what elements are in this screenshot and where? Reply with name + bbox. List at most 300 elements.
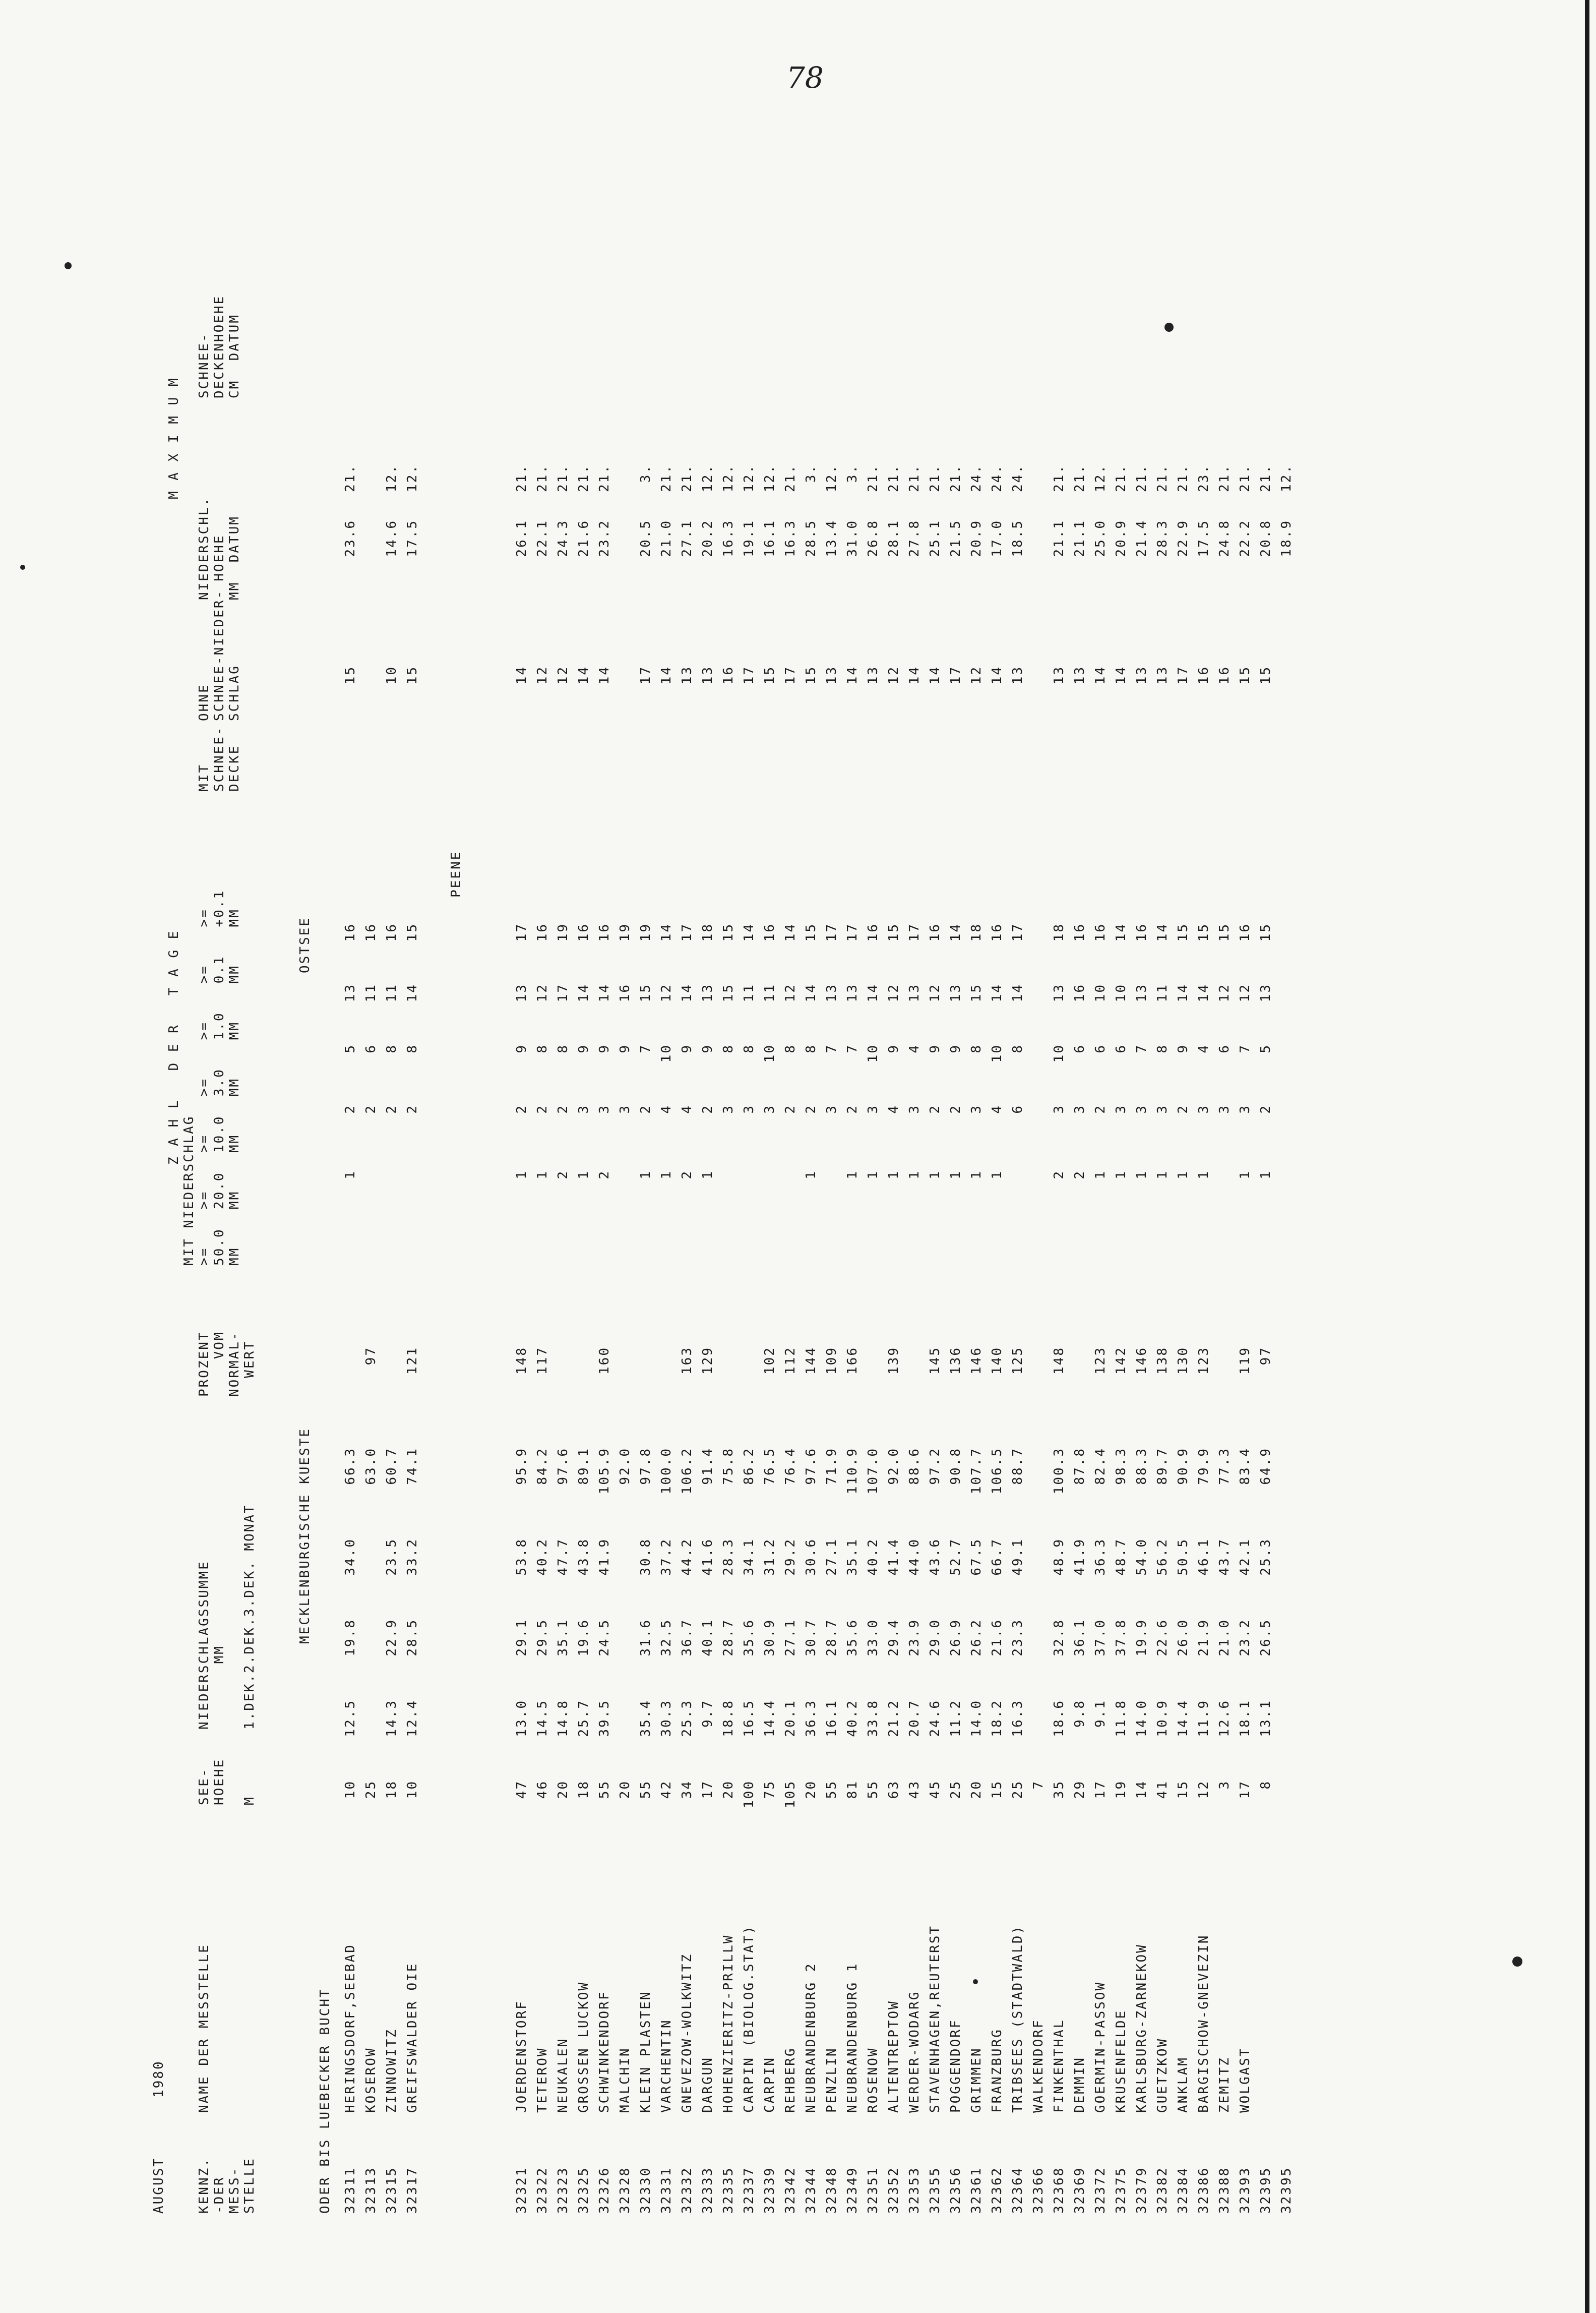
cell-ge3: 5 bbox=[1258, 1044, 1273, 1053]
cell-ge10: 3 bbox=[721, 1104, 736, 1114]
cell-pct: 121 bbox=[405, 1346, 420, 1375]
cell-max-mm: 18.9 bbox=[1279, 519, 1294, 557]
cell-nosnow: 14 bbox=[907, 666, 922, 685]
cell-ge01: 16 bbox=[363, 923, 379, 942]
cell-ge01: 16 bbox=[1134, 923, 1149, 942]
cell-ge01: 15 bbox=[1176, 923, 1191, 942]
cell-month: 107.0 bbox=[866, 1447, 881, 1495]
cell-d1: 13.0 bbox=[514, 1699, 529, 1737]
cell-elev: 55 bbox=[597, 1780, 612, 1799]
cell-max-mm: 22.2 bbox=[1238, 519, 1253, 557]
cell-nosnow: 15 bbox=[762, 666, 777, 685]
cell-name: ZEMITZ bbox=[1217, 2056, 1232, 2113]
cell-d1: 25.3 bbox=[680, 1699, 695, 1737]
cell-nosnow: 12 bbox=[969, 666, 984, 685]
cell-max-date: 12. bbox=[1093, 464, 1108, 492]
cell-elev: 20 bbox=[804, 1780, 819, 1799]
cell-nosnow: 15 bbox=[1258, 666, 1273, 685]
cell-name: GNEVEZOW-WOLKWITZ bbox=[680, 1952, 695, 2113]
cell-ge20: 1 bbox=[1238, 1170, 1253, 1179]
cell-max-mm: 20.9 bbox=[969, 519, 984, 557]
cell-ge20: 2 bbox=[556, 1170, 571, 1179]
cell-elev: 34 bbox=[680, 1780, 695, 1799]
cell-d3: 30.8 bbox=[638, 1538, 653, 1576]
cell-d1: 11.8 bbox=[1114, 1699, 1129, 1737]
cell-d3: 43.6 bbox=[928, 1538, 943, 1576]
cell-ge3: 9 bbox=[928, 1044, 943, 1053]
cell-max-mm: 27.1 bbox=[680, 519, 695, 557]
cell-pct: 142 bbox=[1114, 1346, 1129, 1375]
cell-ge10: 2 bbox=[535, 1104, 550, 1114]
cell-ge3: 8 bbox=[535, 1044, 550, 1053]
cell-ge20: 1 bbox=[866, 1170, 881, 1179]
cell-ge01: 14 bbox=[742, 923, 757, 942]
cell-nosnow: 14 bbox=[845, 666, 860, 685]
cell-d2: 29.1 bbox=[514, 1619, 529, 1656]
cell-d1: 14.0 bbox=[969, 1699, 984, 1737]
cell-max-date: 21. bbox=[597, 464, 612, 492]
cell-month: 76.5 bbox=[762, 1447, 777, 1485]
cell-month: 100.0 bbox=[659, 1447, 674, 1495]
cell-max-mm: 17.0 bbox=[990, 519, 1005, 557]
cell-elev: 45 bbox=[928, 1780, 943, 1799]
cell-d2: 19.6 bbox=[576, 1619, 591, 1656]
cell-elev: 19 bbox=[1114, 1780, 1129, 1799]
cell-d3: 30.6 bbox=[804, 1538, 819, 1576]
cell-max-date: 21. bbox=[556, 464, 571, 492]
cell-ge1: 12 bbox=[535, 983, 550, 1002]
cell-month: 77.3 bbox=[1217, 1447, 1232, 1485]
cell-nosnow: 14 bbox=[1114, 666, 1129, 685]
cell-id: 32311 bbox=[343, 2166, 358, 2214]
cell-ge01: 14 bbox=[948, 923, 963, 942]
cell-max-mm: 18.5 bbox=[1010, 519, 1025, 557]
cell-max-date: 21. bbox=[1258, 464, 1273, 492]
cell-month: 74.1 bbox=[405, 1447, 420, 1485]
cell-elev: 43 bbox=[907, 1780, 922, 1799]
cell-max-mm: 21.0 bbox=[659, 519, 674, 557]
cell-ge3: 10 bbox=[990, 1044, 1005, 1063]
cell-ge1: 13 bbox=[1134, 983, 1149, 1002]
cell-id: 32355 bbox=[928, 2166, 943, 2214]
cell-month: 90.9 bbox=[1176, 1447, 1191, 1485]
cell-elev: 10 bbox=[405, 1780, 420, 1799]
section-water: PEENE bbox=[449, 850, 464, 898]
cell-d1: 12.6 bbox=[1217, 1699, 1232, 1737]
cell-d3: 66.7 bbox=[990, 1538, 1005, 1576]
rotated-table-sheet bbox=[151, 197, 1462, 2214]
cell-nosnow: 17 bbox=[783, 666, 798, 685]
cell-ge20: 2 bbox=[597, 1170, 612, 1179]
cell-nosnow: 13 bbox=[1155, 666, 1170, 685]
cell-id: 32369 bbox=[1072, 2166, 1087, 2214]
cell-elev: 7 bbox=[1031, 1780, 1046, 1790]
cell-ge1: 11 bbox=[1155, 983, 1170, 1002]
cell-max-mm: 21.1 bbox=[1072, 519, 1087, 557]
col-header-max-niederschlag: NIEDERSCHL. HOEHE MM DATUM bbox=[197, 496, 242, 600]
cell-ge3: 10 bbox=[866, 1044, 881, 1063]
col-header-mit-niederschlag: MIT NIEDERSCHLAG bbox=[181, 1115, 197, 1266]
cell-ge1: 13 bbox=[824, 983, 839, 1002]
cell-pct: 112 bbox=[783, 1346, 798, 1375]
cell-ge20: 1 bbox=[804, 1170, 819, 1179]
cell-max-mm: 22.1 bbox=[535, 519, 550, 557]
cell-ge10: 2 bbox=[804, 1104, 819, 1114]
cell-ge1: 15 bbox=[638, 983, 653, 1002]
cell-elev: 25 bbox=[1010, 1780, 1025, 1799]
cell-max-mm: 16.3 bbox=[783, 519, 798, 557]
cell-name: ANKLAM bbox=[1176, 2056, 1191, 2113]
cell-ge3: 7 bbox=[1238, 1044, 1253, 1053]
cell-name: WERDER-WODARG bbox=[907, 1990, 922, 2113]
cell-nosnow: 16 bbox=[1196, 666, 1211, 685]
cell-id: 32339 bbox=[762, 2166, 777, 2214]
cell-elev: 10 bbox=[343, 1780, 358, 1799]
cell-pct: 140 bbox=[990, 1346, 1005, 1375]
cell-max-mm: 21.6 bbox=[576, 519, 591, 557]
cell-elev: 55 bbox=[866, 1780, 881, 1799]
cell-ge1: 15 bbox=[969, 983, 984, 1002]
cell-d3: 34.0 bbox=[343, 1538, 358, 1576]
cell-max-date: 24. bbox=[990, 464, 1005, 492]
cell-max-mm: 24.8 bbox=[1217, 519, 1232, 557]
cell-d3: 42.1 bbox=[1238, 1538, 1253, 1576]
cell-ge01: 16 bbox=[1072, 923, 1087, 942]
cell-pct: 148 bbox=[1052, 1346, 1067, 1375]
cell-ge1: 14 bbox=[1196, 983, 1211, 1002]
cell-id: 32315 bbox=[384, 2166, 399, 2214]
cell-d3: 47.7 bbox=[556, 1538, 571, 1576]
cell-d2: 36.7 bbox=[680, 1619, 695, 1656]
cell-max-date: 24. bbox=[969, 464, 984, 492]
cell-ge01: 16 bbox=[1093, 923, 1108, 942]
cell-max-mm: 19.1 bbox=[742, 519, 757, 557]
cell-d1: 16.5 bbox=[742, 1699, 757, 1737]
cell-name: KRUSENFELDE bbox=[1114, 2009, 1129, 2113]
cell-ge01: 16 bbox=[535, 923, 550, 942]
cell-ge10: 3 bbox=[866, 1104, 881, 1114]
cell-name: STAVENHAGEN,REUTERST bbox=[928, 1924, 943, 2113]
cell-d3: 37.2 bbox=[659, 1538, 674, 1576]
cell-d2: 21.6 bbox=[990, 1619, 1005, 1656]
cell-ge01: 16 bbox=[384, 923, 399, 942]
cell-ge10: 3 bbox=[969, 1104, 984, 1114]
cell-elev: 55 bbox=[638, 1780, 653, 1799]
cell-d3: 27.1 bbox=[824, 1538, 839, 1576]
cell-month: 71.9 bbox=[824, 1447, 839, 1485]
cell-ge3: 7 bbox=[824, 1044, 839, 1053]
cell-ge20: 1 bbox=[1155, 1170, 1170, 1179]
cell-ge01: 18 bbox=[700, 923, 715, 942]
cell-max-mm: 17.5 bbox=[1196, 519, 1211, 557]
cell-ge20: 1 bbox=[907, 1170, 922, 1179]
cell-id: 32323 bbox=[556, 2166, 571, 2214]
cell-name: KLEIN PLASTEN bbox=[638, 1990, 653, 2113]
cell-d3: 43.7 bbox=[1217, 1538, 1232, 1576]
cell-ge01: 16 bbox=[866, 923, 881, 942]
cell-nosnow: 16 bbox=[721, 666, 736, 685]
cell-month: 107.7 bbox=[969, 1447, 984, 1495]
cell-ge1: 12 bbox=[659, 983, 674, 1002]
cell-name: WALKENDORF bbox=[1031, 2019, 1046, 2113]
cell-d3: 49.1 bbox=[1010, 1538, 1025, 1576]
cell-nosnow: 15 bbox=[1238, 666, 1253, 685]
cell-id: 32337 bbox=[742, 2166, 757, 2214]
cell-ge10: 3 bbox=[576, 1104, 591, 1114]
cell-ge1: 11 bbox=[742, 983, 757, 1002]
cell-elev: 12 bbox=[1196, 1780, 1211, 1799]
cell-d2: 29.4 bbox=[886, 1619, 901, 1656]
cell-month: 105.9 bbox=[597, 1447, 612, 1495]
cell-max-mm: 16.3 bbox=[721, 519, 736, 557]
cell-ge3: 10 bbox=[659, 1044, 674, 1063]
cell-id: 32331 bbox=[659, 2166, 674, 2214]
cell-ge20: 1 bbox=[1134, 1170, 1149, 1179]
cell-elev: 15 bbox=[1176, 1780, 1191, 1799]
cell-ge3: 9 bbox=[700, 1044, 715, 1053]
cell-ge01: 17 bbox=[514, 923, 529, 942]
cell-ge20: 2 bbox=[1072, 1170, 1087, 1179]
cell-ge01: 16 bbox=[343, 923, 358, 942]
cell-d2: 19.8 bbox=[343, 1619, 358, 1656]
cell-d1: 14.4 bbox=[1176, 1699, 1191, 1737]
cell-name: NEUKALEN bbox=[556, 2037, 571, 2113]
cell-nosnow: 10 bbox=[384, 666, 399, 685]
cell-d1: 33.8 bbox=[866, 1699, 881, 1737]
cell-max-mm: 23.2 bbox=[597, 519, 612, 557]
cell-ge3: 6 bbox=[1072, 1044, 1087, 1053]
cell-ge1: 16 bbox=[618, 983, 633, 1002]
cell-ge10: 2 bbox=[928, 1104, 943, 1114]
cell-elev: 20 bbox=[556, 1780, 571, 1799]
cell-nosnow: 13 bbox=[700, 666, 715, 685]
cell-name: DEMMIN bbox=[1072, 2056, 1087, 2113]
cell-ge1: 12 bbox=[1238, 983, 1253, 1002]
cell-ge3: 9 bbox=[618, 1044, 633, 1053]
cell-ge10: 4 bbox=[680, 1104, 695, 1114]
cell-d1: 12.4 bbox=[405, 1699, 420, 1737]
cell-d2: 22.9 bbox=[384, 1619, 399, 1656]
cell-id: 32344 bbox=[804, 2166, 819, 2214]
cell-d1: 18.8 bbox=[721, 1699, 736, 1737]
cell-elev: 17 bbox=[1238, 1780, 1253, 1799]
cell-name: ZINNOWITZ bbox=[384, 2028, 399, 2113]
cell-ge01: 14 bbox=[1155, 923, 1170, 942]
cell-d2: 32.8 bbox=[1052, 1619, 1067, 1656]
cell-ge01: 15 bbox=[804, 923, 819, 942]
cell-d3: 40.2 bbox=[866, 1538, 881, 1576]
cell-id: 32368 bbox=[1052, 2166, 1067, 2214]
cell-name: GROSSEN LUCKOW bbox=[576, 1981, 591, 2113]
cell-name: FINKENTHAL bbox=[1052, 2019, 1067, 2113]
cell-ge10: 3 bbox=[1238, 1104, 1253, 1114]
cell-elev: 14 bbox=[1134, 1780, 1149, 1799]
cell-nosnow: 17 bbox=[742, 666, 757, 685]
cell-ge1: 13 bbox=[700, 983, 715, 1002]
cell-id: 32393 bbox=[1238, 2166, 1253, 2214]
cell-elev: 55 bbox=[824, 1780, 839, 1799]
cell-ge10: 2 bbox=[384, 1104, 399, 1114]
cell-elev: 63 bbox=[886, 1780, 901, 1799]
cell-nosnow: 15 bbox=[804, 666, 819, 685]
cell-max-date: 3. bbox=[638, 464, 653, 483]
cell-month: 98.3 bbox=[1114, 1447, 1129, 1485]
cell-ge3: 9 bbox=[886, 1044, 901, 1053]
cell-month: 83.4 bbox=[1238, 1447, 1253, 1485]
cell-id: 32352 bbox=[886, 2166, 901, 2214]
cell-ge1: 13 bbox=[1052, 983, 1067, 1002]
cell-d1: 16.3 bbox=[1010, 1699, 1025, 1737]
cell-ge20: 1 bbox=[928, 1170, 943, 1179]
cell-month: 86.2 bbox=[742, 1447, 757, 1485]
cell-d2: 31.6 bbox=[638, 1619, 653, 1656]
cell-ge1: 12 bbox=[928, 983, 943, 1002]
cell-d2: 29.5 bbox=[535, 1619, 550, 1656]
cell-ge20: 1 bbox=[638, 1170, 653, 1179]
cell-d1: 11.9 bbox=[1196, 1699, 1211, 1737]
cell-month: 106.2 bbox=[680, 1447, 695, 1495]
cell-d2: 32.5 bbox=[659, 1619, 674, 1656]
cell-ge1: 14 bbox=[576, 983, 591, 1002]
cell-ge3: 9 bbox=[514, 1044, 529, 1053]
cell-d2: 40.1 bbox=[700, 1619, 715, 1656]
cell-name: GUETZKOW bbox=[1155, 2037, 1170, 2113]
cell-ge1: 14 bbox=[804, 983, 819, 1002]
cell-pct: 102 bbox=[762, 1346, 777, 1375]
cell-name: KARLSBURG-ZARNEKOW bbox=[1134, 1943, 1149, 2113]
cell-pct: 109 bbox=[824, 1346, 839, 1375]
cell-name: NEUBRANDENBURG 1 bbox=[845, 1962, 860, 2113]
cell-month: 82.4 bbox=[1093, 1447, 1108, 1485]
cell-d3: 46.1 bbox=[1196, 1538, 1211, 1576]
cell-nosnow: 13 bbox=[680, 666, 695, 685]
cell-ge10: 4 bbox=[659, 1104, 674, 1114]
cell-ge3: 9 bbox=[948, 1044, 963, 1053]
cell-pct: 97 bbox=[1258, 1346, 1273, 1366]
cell-ge1: 14 bbox=[990, 983, 1005, 1002]
cell-nosnow: 13 bbox=[824, 666, 839, 685]
cell-ge01: 15 bbox=[1196, 923, 1211, 942]
cell-ge1: 13 bbox=[514, 983, 529, 1002]
cell-max-date: 23. bbox=[1196, 464, 1211, 492]
col-header-name: NAME DER MESSTELLE bbox=[197, 1943, 212, 2113]
cell-ge3: 9 bbox=[597, 1044, 612, 1053]
cell-id: 32361 bbox=[969, 2166, 984, 2214]
cell-d2: 26.5 bbox=[1258, 1619, 1273, 1656]
cell-d2: 37.0 bbox=[1093, 1619, 1108, 1656]
cell-ge20: 1 bbox=[700, 1170, 715, 1179]
cell-max-date: 12. bbox=[824, 464, 839, 492]
cell-ge10: 2 bbox=[948, 1104, 963, 1114]
cell-d3: 48.9 bbox=[1052, 1538, 1067, 1576]
cell-max-date: 21. bbox=[948, 464, 963, 492]
cell-ge01: 16 bbox=[928, 923, 943, 942]
cell-ge1: 14 bbox=[680, 983, 695, 1002]
cell-ge01: 17 bbox=[1010, 923, 1025, 942]
cell-max-date: 3. bbox=[845, 464, 860, 483]
cell-max-date: 12. bbox=[384, 464, 399, 492]
cell-elev: 42 bbox=[659, 1780, 674, 1799]
cell-id: 32321 bbox=[514, 2166, 529, 2214]
cell-ge01: 16 bbox=[597, 923, 612, 942]
cell-nosnow: 14 bbox=[514, 666, 529, 685]
cell-max-mm: 26.1 bbox=[514, 519, 529, 557]
cell-d1: 14.3 bbox=[384, 1699, 399, 1737]
cell-d3: 50.5 bbox=[1176, 1538, 1191, 1576]
cell-month: 91.4 bbox=[700, 1447, 715, 1485]
cell-ge01: 19 bbox=[638, 923, 653, 942]
cell-month: 97.6 bbox=[804, 1447, 819, 1485]
cell-max-mm: 22.9 bbox=[1176, 519, 1191, 557]
cell-nosnow: 13 bbox=[1072, 666, 1087, 685]
cell-ge20: 1 bbox=[535, 1170, 550, 1179]
cell-max-mm: 16.1 bbox=[762, 519, 777, 557]
cell-month: 95.9 bbox=[514, 1447, 529, 1485]
cell-name: REHBERG bbox=[783, 2047, 798, 2113]
cell-d3: 43.8 bbox=[576, 1538, 591, 1576]
cell-max-date: 12. bbox=[700, 464, 715, 492]
cell-month: 88.3 bbox=[1134, 1447, 1149, 1485]
cell-max-date: 21. bbox=[1176, 464, 1191, 492]
cell-ge3: 9 bbox=[1176, 1044, 1191, 1053]
cell-max-date: 12. bbox=[762, 464, 777, 492]
cell-max-mm: 21.4 bbox=[1134, 519, 1149, 557]
cell-d3: 41.9 bbox=[1072, 1538, 1087, 1576]
col-header-percent: PROZENT VOM NORMAL- WERT bbox=[197, 1331, 257, 1397]
cell-d3: 44.2 bbox=[680, 1538, 695, 1576]
cell-max-date: 21. bbox=[1217, 464, 1232, 492]
cell-elev: 18 bbox=[384, 1780, 399, 1799]
cell-d1: 16.1 bbox=[824, 1699, 839, 1737]
cell-name: ROSENOW bbox=[866, 2047, 881, 2113]
cell-ge01: 14 bbox=[659, 923, 674, 942]
cell-id: 32356 bbox=[948, 2166, 963, 2214]
cell-ge10: 3 bbox=[597, 1104, 612, 1114]
cell-id: 32326 bbox=[597, 2166, 612, 2214]
cell-pct: 129 bbox=[700, 1346, 715, 1375]
cell-ge3: 8 bbox=[969, 1044, 984, 1053]
cell-max-date: 12. bbox=[721, 464, 736, 492]
cell-ge1: 12 bbox=[783, 983, 798, 1002]
cell-ge20: 1 bbox=[514, 1170, 529, 1179]
cell-elev: 75 bbox=[762, 1780, 777, 1799]
cell-ge10: 2 bbox=[1176, 1104, 1191, 1114]
cell-id: 32386 bbox=[1196, 2166, 1211, 2214]
cell-pct: 117 bbox=[535, 1346, 550, 1375]
cell-ge3: 8 bbox=[804, 1044, 819, 1053]
cell-ge3: 8 bbox=[1155, 1044, 1170, 1053]
cell-nosnow: 14 bbox=[1093, 666, 1108, 685]
cell-ge01: 16 bbox=[576, 923, 591, 942]
cell-elev: 17 bbox=[700, 1780, 715, 1799]
cell-d3: 28.3 bbox=[721, 1538, 736, 1576]
cell-id: 32379 bbox=[1134, 2166, 1149, 2214]
cell-month: 90.8 bbox=[948, 1447, 963, 1485]
cell-nosnow: 12 bbox=[535, 666, 550, 685]
cell-ge01: 18 bbox=[1052, 923, 1067, 942]
cell-d2: 33.0 bbox=[866, 1619, 881, 1656]
cell-d3: 25.3 bbox=[1258, 1538, 1273, 1576]
cell-id: 32353 bbox=[907, 2166, 922, 2214]
cell-max-date: 21. bbox=[1238, 464, 1253, 492]
cell-month: 92.0 bbox=[886, 1447, 901, 1485]
cell-d2: 28.5 bbox=[405, 1619, 420, 1656]
cell-ge10: 3 bbox=[1072, 1104, 1087, 1114]
page-edge-line bbox=[1585, 0, 1589, 2313]
cell-elev: 35 bbox=[1052, 1780, 1067, 1799]
cell-d2: 27.1 bbox=[783, 1619, 798, 1656]
cell-elev: 20 bbox=[721, 1780, 736, 1799]
